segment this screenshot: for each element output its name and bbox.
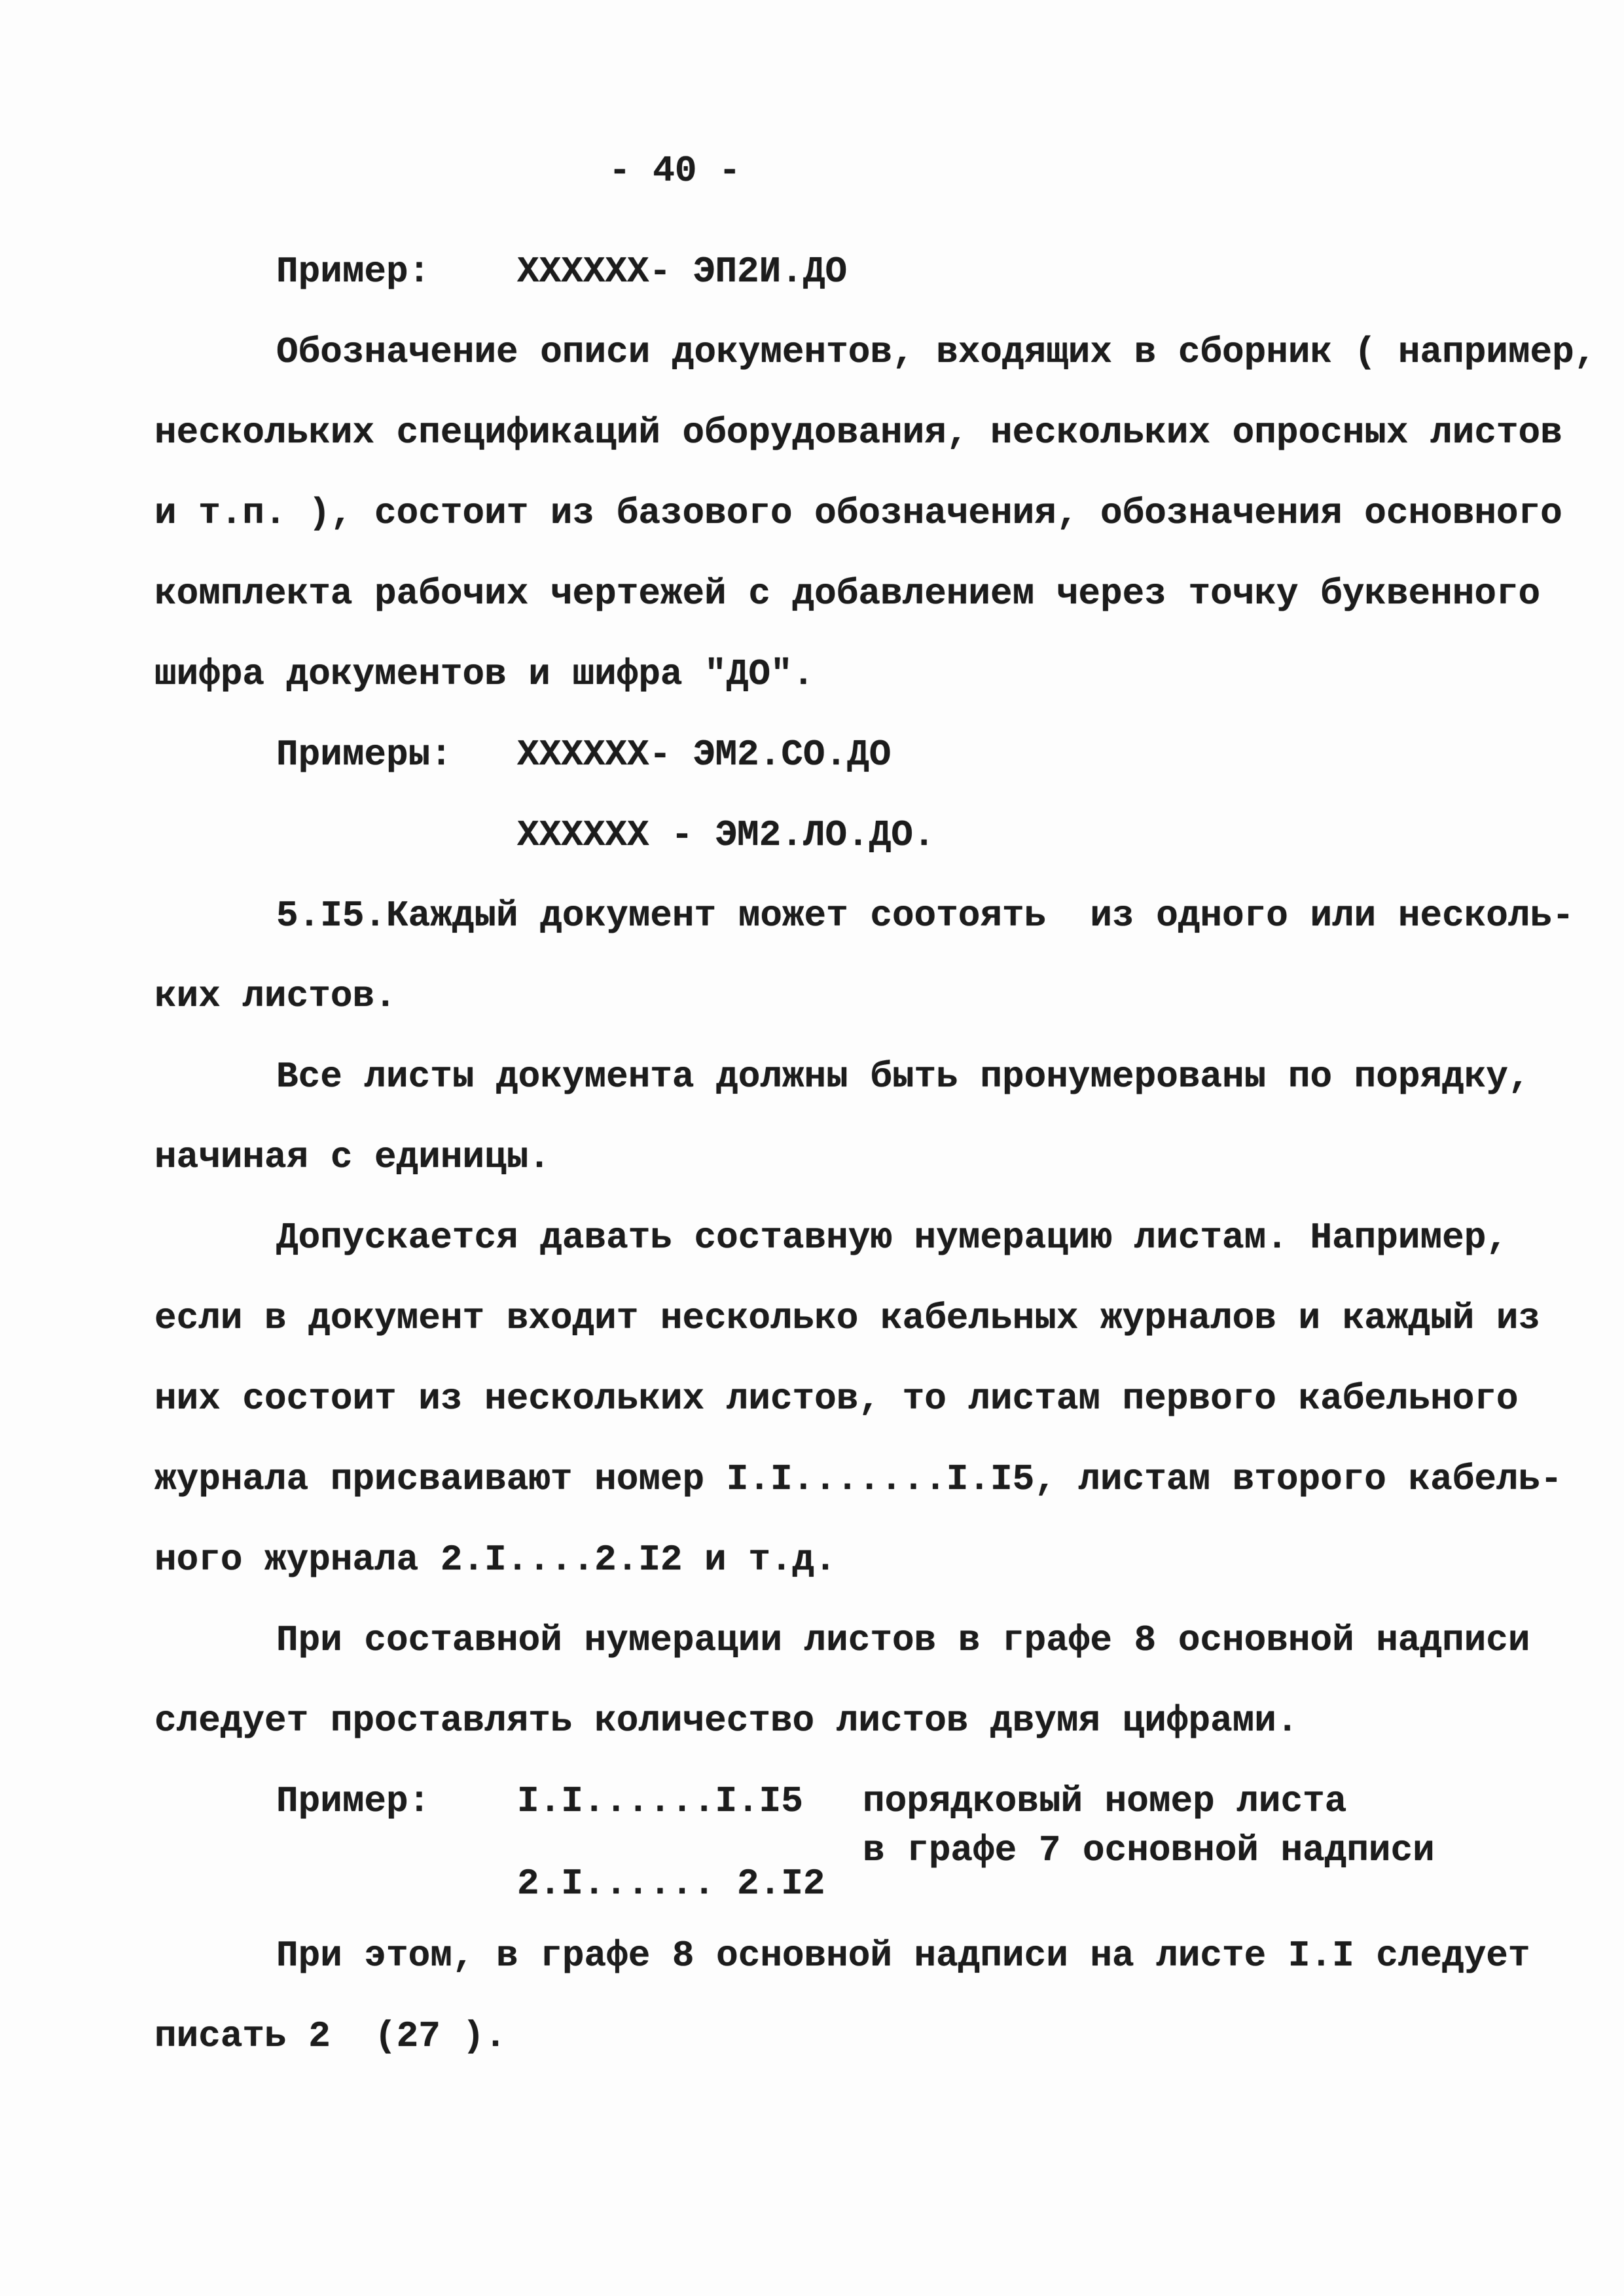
paragraph-line: Обозначение описи документов, входящих в сборник ( например, xyxy=(276,331,1597,373)
paragraph-line: журнала присваивают номер I.I.......I.I5, листам второго кабель- xyxy=(154,1458,1562,1500)
example-code: XXXXXX- ЭМ2.СО.ДО xyxy=(517,734,892,776)
example-label: Пример: xyxy=(276,251,431,293)
paragraph-line: и т.п. ), состоит из базового обозначения, обозначения основного xyxy=(154,492,1562,534)
paragraph-line: если в документ входит несколько кабельных журналов и каждый из xyxy=(154,1297,1541,1339)
sheet-range: I.I......I.I5 xyxy=(517,1780,803,1822)
paragraph-line: писать 2 (27 ). xyxy=(154,2015,507,2057)
example-code: XXXXXX - ЭМ2.ЛО.ДО. xyxy=(517,814,935,856)
paragraph-line: ких листов. xyxy=(154,975,397,1017)
paragraph-line: Допускается давать составную нумерацию листам. Например, xyxy=(276,1217,1508,1259)
paragraph-line: нескольких спецификаций оборудования, нескольких опросных листов xyxy=(154,412,1562,454)
paragraph-line: ного журнала 2.I....2.I2 и т.д. xyxy=(154,1539,837,1581)
example-code: XXXXXX- ЭП2И.ДО xyxy=(517,251,848,293)
examples-label: Примеры: xyxy=(276,734,452,776)
paragraph-line: начиная с единицы. xyxy=(154,1136,550,1178)
example-label: Пример: xyxy=(276,1780,431,1822)
paragraph-line: шифра документов и шифра "ДО". xyxy=(154,653,815,695)
paragraph-line: Все листы документа должны быть пронумерованы по порядку, xyxy=(276,1056,1530,1098)
paragraph-line: них состоит из нескольких листов, то листам первого кабельного xyxy=(154,1378,1519,1420)
sheet-range: 2.I...... 2.I2 xyxy=(517,1863,825,1905)
paragraph-line: комплекта рабочих чертежей с добавлением через точку буквенного xyxy=(154,573,1541,615)
example-note: в графе 7 основной надписи xyxy=(863,1829,1435,1871)
paragraph-line: При составной нумерации листов в графе 8 основной надписи xyxy=(276,1619,1530,1661)
example-note: порядковый номер листа xyxy=(863,1780,1347,1822)
paragraph-line: следует проставлять количество листов двумя цифрами. xyxy=(154,1700,1299,1742)
paragraph-line: 5.I5.Каждый документ может соотоять из одного или несколь- xyxy=(276,895,1574,937)
page-number: - 40 - xyxy=(609,150,741,192)
paragraph-line: При этом, в графе 8 основной надписи на листе I.I следует xyxy=(276,1935,1530,1977)
